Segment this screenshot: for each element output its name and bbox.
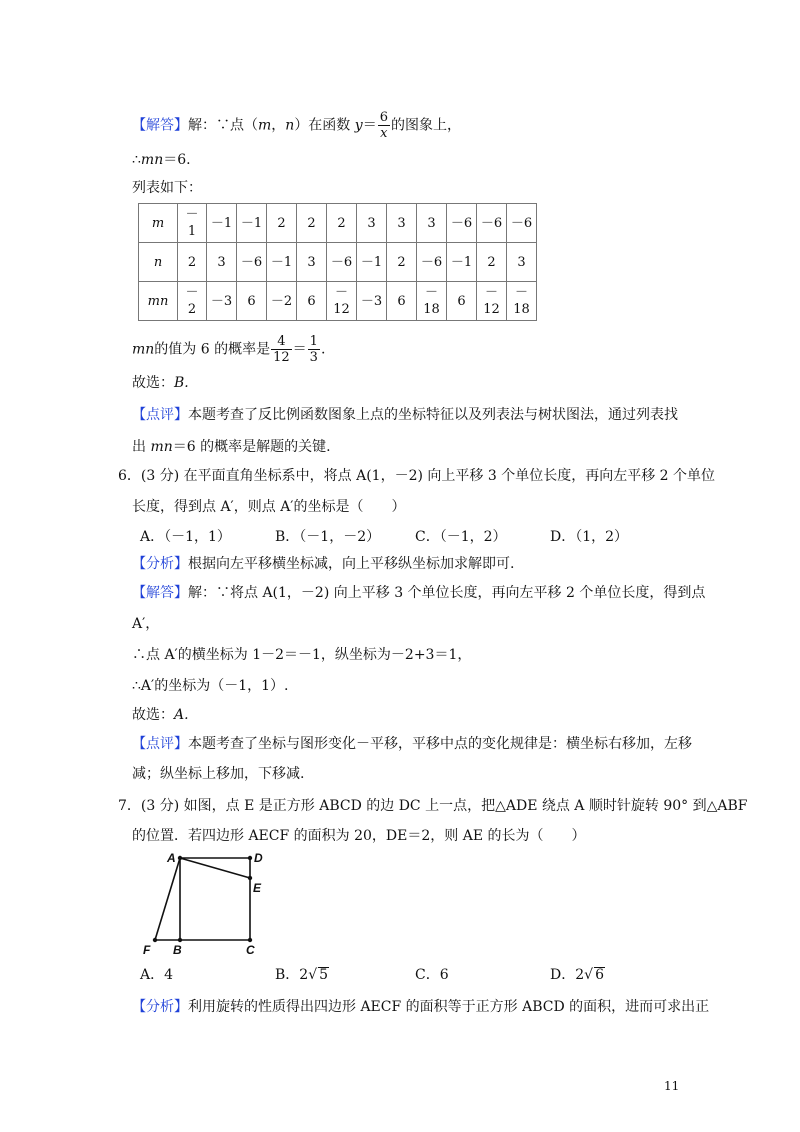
q7-option-b: B．2√ 5 [275,967,329,983]
solution-line-2: ∴mn＝6. [132,152,191,168]
label-f: F [143,943,151,956]
label-d: D [254,851,263,865]
table-cell: 3 [507,243,537,282]
table-cell: 2 [477,243,507,282]
point-c [248,938,252,942]
point-e [248,876,252,880]
fraction-6-over-x: $\frac{6}{x}$ [379,110,388,141]
table-cell: －6 [237,243,267,282]
segment-ae [180,858,250,878]
table-cell: 6 [447,282,477,321]
q7-option-d: D．2√ 6 [550,967,604,983]
label-c: C [246,943,255,956]
fraction-4-over-12: $\frac{4}{12}$ [273,334,290,365]
fraction-1-over-3: $\frac{1}{3}$ [309,334,318,365]
value-table [138,203,537,321]
table-cell: － 2 [178,282,207,321]
table-cell: 2 [297,204,327,243]
probability-line: mn的值为 6 的概率是 $\frac{4}{12}$ ＝ $\frac{1}{3}$ . [132,334,326,365]
table-cell: － 12 [477,282,507,321]
q6-option-d: D．（1，2） [550,529,629,545]
table-cell: 3 [207,243,237,282]
table-cell: 6 [237,282,267,321]
comment-tag: 【点评】 [132,736,188,752]
table-cell: 6 [297,282,327,321]
table-cell: 3 [357,204,387,243]
sqrt-5: 5 [319,967,329,983]
q6-answer-4: ∴A′的坐标为（－1，1）. [132,678,289,694]
q6-option-a: A．（－1，1） [140,529,231,545]
table-cell: －1 [447,243,477,282]
table-row-mn [139,282,537,321]
point-b [178,938,182,942]
analysis-tag: 【分析】 [132,999,188,1015]
table-cell: －1 [267,243,297,282]
comment-tag: 【点评】 [132,407,188,423]
answer-tag: 【解答】 [132,585,188,601]
q7-option-c: C．6 [415,967,449,983]
table-cell: －3 [207,282,237,321]
table-row-n [139,243,537,282]
q7-option-a: A．4 [140,967,174,983]
table-header: m [139,204,178,243]
table-cell: 3 [417,204,447,243]
table-cell: 3 [297,243,327,282]
comment-line-q5-2: 出 mn＝6 的概率是解题的关键. [132,439,331,455]
page-number: 11 [664,1079,680,1093]
table-cell: －1 [237,204,267,243]
q6-option-b: B．（－1，－2） [275,529,381,545]
q6-stem-2: 长度，得到点 A′，则点 A′的坐标是（ ） [132,499,406,515]
figure-lines [155,858,250,940]
table-cell: －1 [357,243,387,282]
table-cell: 2 [267,204,297,243]
table-header: mn [139,282,178,321]
solution-line-1: 【解答】解：∵点（m，n）在函数 y＝ $\frac{6}{x}$ 的图象上， [132,110,461,141]
table-header: n [139,243,178,282]
table-cell: －3 [357,282,387,321]
q6-answer-1: 【解答】解：∵将点 A(1，－2) 向上平移 3 个单位长度，再向左平移 2 个单位长度，得到点 [132,585,706,601]
choice-line-q6: 故选：A. [132,707,189,723]
q7-analysis: 【分析】利用旋转的性质得出四边形 AECF 的面积等于正方形 ABCD 的面积，进而可求出正 [132,999,710,1015]
table-cell: －6 [447,204,477,243]
table-cell: － 18 [507,282,537,321]
choice-line-q5: 故选：B. [132,375,189,391]
q6-analysis: 【分析】根据向左平移横坐标减，向上平移纵坐标加求解即可. [132,556,515,572]
analysis-tag: 【分析】 [132,556,188,572]
q6-answer-3: ∴点 A′的横坐标为 1－2＝－1，纵坐标为－2+3＝1， [132,647,472,663]
solution-line-3: 列表如下： [132,180,202,196]
point-d [248,856,252,860]
table-cell: －6 [327,243,357,282]
comment-line-q5-1: 【点评】本题考查了反比例函数图象上点的坐标特征以及列表法与树状图法，通过列表找 [132,407,678,423]
table-cell: 2 [327,204,357,243]
table-cell: 2 [178,243,207,282]
q6-option-c: C．（－1，2） [415,529,507,545]
point-a [178,856,182,860]
q6-comment-2: 减；纵坐标上移加，下移减. [132,766,305,782]
table-cell: 2 [387,243,417,282]
table-cell: －6 [477,204,507,243]
sqrt-6: 6 [595,967,604,983]
point-f [153,938,157,942]
table-row-m [139,204,537,243]
q7-stem-1: 7．(3 分) 如图，点 E 是正方形 ABCD 的边 DC 上一点，把△ADE 绕点 A 顺时针旋转 90° 到△ABF [118,798,748,814]
table-cell: －1 [207,204,237,243]
table-cell: －2 [267,282,297,321]
table-cell: － 1 [178,204,207,243]
q7-stem-2: 的位置．若四边形 AECF 的面积为 20，DE＝2，则 AE 的长为（ ） [132,828,586,844]
answer-tag: 【解答】 [132,117,188,134]
q6-answer-2: A′， [132,616,160,632]
segment-af [155,858,180,940]
table-cell: 3 [387,204,417,243]
q6-stem-1: 6．(3 分) 在平面直角坐标系中，将点 A(1，－2) 向上平移 3 个单位长度，再向左平移 2 个单位 [118,468,716,484]
table-cell: － 18 [417,282,447,321]
table-cell: －6 [417,243,447,282]
label-b: B [173,943,182,956]
label-a: A [167,851,176,865]
label-e: E [253,881,262,895]
table-cell: 6 [387,282,417,321]
table-cell: － 12 [327,282,357,321]
square-rotation-figure [140,848,270,956]
q6-comment-1: 【点评】本题考查了坐标与图形变化－平移，平移中点的变化规律是：横坐标右移加，左移 [132,736,692,752]
table-cell: －6 [507,204,537,243]
